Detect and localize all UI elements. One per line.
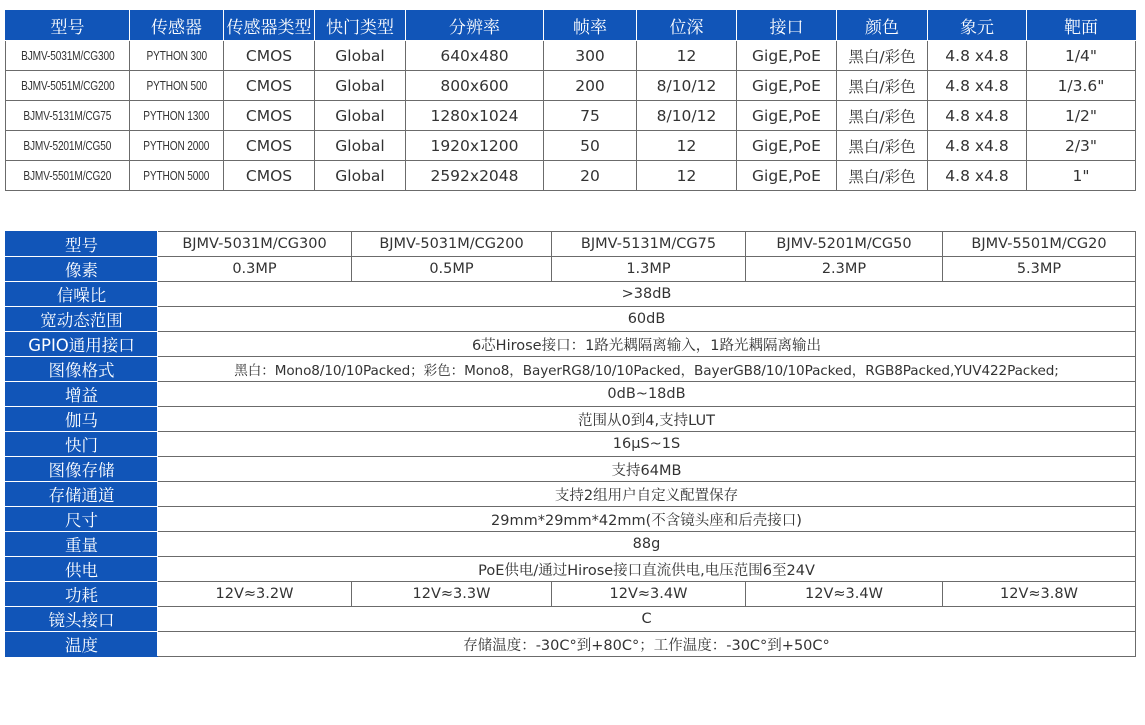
power-consumption-cell: 12V≈3.2W bbox=[158, 582, 352, 607]
table-row bbox=[6, 257, 1136, 282]
table-cell: CMOS bbox=[224, 41, 315, 71]
table-cell: CMOS bbox=[224, 71, 315, 101]
column-header: 分辨率 bbox=[406, 11, 544, 41]
table-cell: 黑白/彩色 bbox=[837, 41, 928, 71]
table-cell bbox=[130, 131, 224, 161]
table-cell: CMOS bbox=[224, 101, 315, 131]
row-label-pixels: 像素 bbox=[6, 257, 158, 282]
table-row bbox=[6, 161, 1136, 191]
model-cell: BJMV-5131M/CG75 bbox=[552, 232, 746, 257]
row-label-model: 型号 bbox=[6, 232, 158, 257]
table-cell: CMOS bbox=[224, 161, 315, 191]
image-storage-value: 支持64MB bbox=[158, 457, 1136, 482]
table-row bbox=[6, 482, 1136, 507]
column-header: 位深 bbox=[637, 11, 737, 41]
table-cell: CMOS bbox=[224, 131, 315, 161]
table-cell: GigE,PoE bbox=[737, 41, 837, 71]
table-cell: 4.8 x4.8 bbox=[928, 131, 1027, 161]
power-consumption-cell: 12V≈3.4W bbox=[552, 582, 746, 607]
gpio-value: 6芯Hirose接口：1路光耦隔离输入，1路光耦隔离输出 bbox=[158, 332, 1136, 357]
power-consumption-cell: 12V≈3.8W bbox=[943, 582, 1136, 607]
model-name: BJMV-5131M/CG75 bbox=[23, 108, 112, 123]
row-label-power-supply: 供电 bbox=[6, 557, 158, 582]
dynamic-range-value: 60dB bbox=[158, 307, 1136, 332]
column-header: 传感器类型 bbox=[224, 11, 315, 41]
row-label-power-consumption: 功耗 bbox=[6, 582, 158, 607]
model-cell: BJMV-5201M/CG50 bbox=[746, 232, 943, 257]
snr-value: >38dB bbox=[158, 282, 1136, 307]
detailed-spec-table bbox=[5, 231, 1136, 657]
row-label-storage-channel: 存储通道 bbox=[6, 482, 158, 507]
table-row bbox=[6, 232, 1136, 257]
table-cell: 黑白/彩色 bbox=[837, 131, 928, 161]
row-label-gpio: GPIO通用接口 bbox=[6, 332, 158, 357]
sensor-name: PYTHON 300 bbox=[146, 48, 207, 63]
gain-value: 0dB~18dB bbox=[158, 382, 1136, 407]
row-label-size: 尺寸 bbox=[6, 507, 158, 532]
table-cell bbox=[6, 161, 130, 191]
table-cell: 20 bbox=[544, 161, 637, 191]
power-supply-value: PoE供电/通过Hirose接口直流供电,电压范围6至24V bbox=[158, 557, 1136, 582]
model-cell: BJMV-5031M/CG300 bbox=[158, 232, 352, 257]
column-header: 快门类型 bbox=[315, 11, 406, 41]
row-label-dynamic-range: 宽动态范围 bbox=[6, 307, 158, 332]
table-cell: 8/10/12 bbox=[637, 101, 737, 131]
table-row bbox=[6, 632, 1136, 657]
table-cell bbox=[130, 101, 224, 131]
table-cell: 黑白/彩色 bbox=[837, 101, 928, 131]
column-header: 帧率 bbox=[544, 11, 637, 41]
table-cell: 1/3.6" bbox=[1027, 71, 1136, 101]
column-header: 象元 bbox=[928, 11, 1027, 41]
row-label-shutter: 快门 bbox=[6, 432, 158, 457]
table-cell: 4.8 x4.8 bbox=[928, 71, 1027, 101]
pixels-cell: 1.3MP bbox=[552, 257, 746, 282]
table-row bbox=[6, 557, 1136, 582]
table-row bbox=[6, 382, 1136, 407]
table-cell: 1/4" bbox=[1027, 41, 1136, 71]
table-cell bbox=[130, 71, 224, 101]
table-cell: Global bbox=[315, 101, 406, 131]
column-header: 靶面 bbox=[1027, 11, 1136, 41]
row-label-weight: 重量 bbox=[6, 532, 158, 557]
shutter-value: 16μS~1S bbox=[158, 432, 1136, 457]
table-cell: GigE,PoE bbox=[737, 131, 837, 161]
table-cell: 黑白/彩色 bbox=[837, 161, 928, 191]
row-label-lens-mount: 镜头接口 bbox=[6, 607, 158, 632]
table-cell: 1280x1024 bbox=[406, 101, 544, 131]
table-cell: Global bbox=[315, 41, 406, 71]
power-consumption-cell: 12V≈3.3W bbox=[352, 582, 552, 607]
table-cell: 4.8 x4.8 bbox=[928, 161, 1027, 191]
size-value: 29mm*29mm*42mm(不含镜头座和后壳接口) bbox=[158, 507, 1136, 532]
table-cell: 1/2" bbox=[1027, 101, 1136, 131]
sensor-name: PYTHON 5000 bbox=[143, 168, 210, 183]
table-cell: 640x480 bbox=[406, 41, 544, 71]
column-header: 型号 bbox=[6, 11, 130, 41]
table-cell: 4.8 x4.8 bbox=[928, 101, 1027, 131]
pixels-cell: 2.3MP bbox=[746, 257, 943, 282]
table-row bbox=[6, 357, 1136, 382]
column-header: 颜色 bbox=[837, 11, 928, 41]
model-name: BJMV-5051M/CG200 bbox=[20, 78, 115, 93]
table-cell: GigE,PoE bbox=[737, 71, 837, 101]
table-cell: 800x600 bbox=[406, 71, 544, 101]
table-cell: GigE,PoE bbox=[737, 161, 837, 191]
pixels-cell: 0.3MP bbox=[158, 257, 352, 282]
model-cell: BJMV-5031M/CG200 bbox=[352, 232, 552, 257]
column-header: 传感器 bbox=[130, 11, 224, 41]
model-name: BJMV-5031M/CG300 bbox=[20, 48, 115, 63]
table-row bbox=[6, 41, 1136, 71]
row-label-gamma: 伽马 bbox=[6, 407, 158, 432]
table-header-row bbox=[6, 11, 1136, 41]
table-row bbox=[6, 607, 1136, 632]
table-cell bbox=[6, 71, 130, 101]
table-cell: 200 bbox=[544, 71, 637, 101]
table-cell: 1920x1200 bbox=[406, 131, 544, 161]
column-header: 接口 bbox=[737, 11, 837, 41]
model-name: BJMV-5501M/CG20 bbox=[23, 168, 112, 183]
table-cell bbox=[6, 101, 130, 131]
row-label-snr: 信噪比 bbox=[6, 282, 158, 307]
table-row bbox=[6, 532, 1136, 557]
table-cell: 300 bbox=[544, 41, 637, 71]
row-label-temperature: 温度 bbox=[6, 632, 158, 657]
table-row bbox=[6, 582, 1136, 607]
table-cell: 12 bbox=[637, 131, 737, 161]
gamma-value: 范围从0到4,支持LUT bbox=[158, 407, 1136, 432]
power-consumption-cell: 12V≈3.4W bbox=[746, 582, 943, 607]
table-cell bbox=[6, 41, 130, 71]
table-row bbox=[6, 71, 1136, 101]
table-row bbox=[6, 101, 1136, 131]
table-cell: 黑白/彩色 bbox=[837, 71, 928, 101]
table-cell: Global bbox=[315, 71, 406, 101]
table-row bbox=[6, 307, 1136, 332]
row-label-image-storage: 图像存储 bbox=[6, 457, 158, 482]
table-cell: GigE,PoE bbox=[737, 101, 837, 131]
table-row bbox=[6, 332, 1136, 357]
model-cell: BJMV-5501M/CG20 bbox=[943, 232, 1136, 257]
table-cell: 1" bbox=[1027, 161, 1136, 191]
table-cell: 2/3" bbox=[1027, 131, 1136, 161]
temperature-value: 存储温度：-30C°到+80C°；工作温度：-30C°到+50C° bbox=[158, 632, 1136, 657]
table-row bbox=[6, 131, 1136, 161]
weight-value: 88g bbox=[158, 532, 1136, 557]
table-cell: 12 bbox=[637, 161, 737, 191]
table-cell: 50 bbox=[544, 131, 637, 161]
pixels-cell: 0.5MP bbox=[352, 257, 552, 282]
model-spec-table bbox=[5, 10, 1136, 191]
table-cell: 12 bbox=[637, 41, 737, 71]
table-cell: Global bbox=[315, 131, 406, 161]
table-cell: Global bbox=[315, 161, 406, 191]
sensor-name: PYTHON 500 bbox=[146, 78, 207, 93]
table-cell bbox=[130, 161, 224, 191]
table-row bbox=[6, 282, 1136, 307]
table-cell bbox=[6, 131, 130, 161]
sensor-name: PYTHON 2000 bbox=[143, 138, 210, 153]
table-row bbox=[6, 407, 1136, 432]
table-row bbox=[6, 507, 1136, 532]
table-row bbox=[6, 432, 1136, 457]
image-format-value: 黑白：Mono8/10/10Packed；彩色：Mono8，BayerRG8/10/10Packed，BayerGB8/10/10Packed，RGB8Packed,YUV422Packed; bbox=[158, 357, 1136, 382]
pixels-cell: 5.3MP bbox=[943, 257, 1136, 282]
table-cell: 2592x2048 bbox=[406, 161, 544, 191]
table-cell: 75 bbox=[544, 101, 637, 131]
sensor-name: PYTHON 1300 bbox=[143, 108, 210, 123]
model-name: BJMV-5201M/CG50 bbox=[23, 138, 112, 153]
storage-channel-value: 支持2组用户自定义配置保存 bbox=[158, 482, 1136, 507]
row-label-image-format: 图像格式 bbox=[6, 357, 158, 382]
table-row bbox=[6, 457, 1136, 482]
lens-mount-value: C bbox=[158, 607, 1136, 632]
table-cell: 8/10/12 bbox=[637, 71, 737, 101]
table-cell bbox=[130, 41, 224, 71]
row-label-gain: 增益 bbox=[6, 382, 158, 407]
table-cell: 4.8 x4.8 bbox=[928, 41, 1027, 71]
